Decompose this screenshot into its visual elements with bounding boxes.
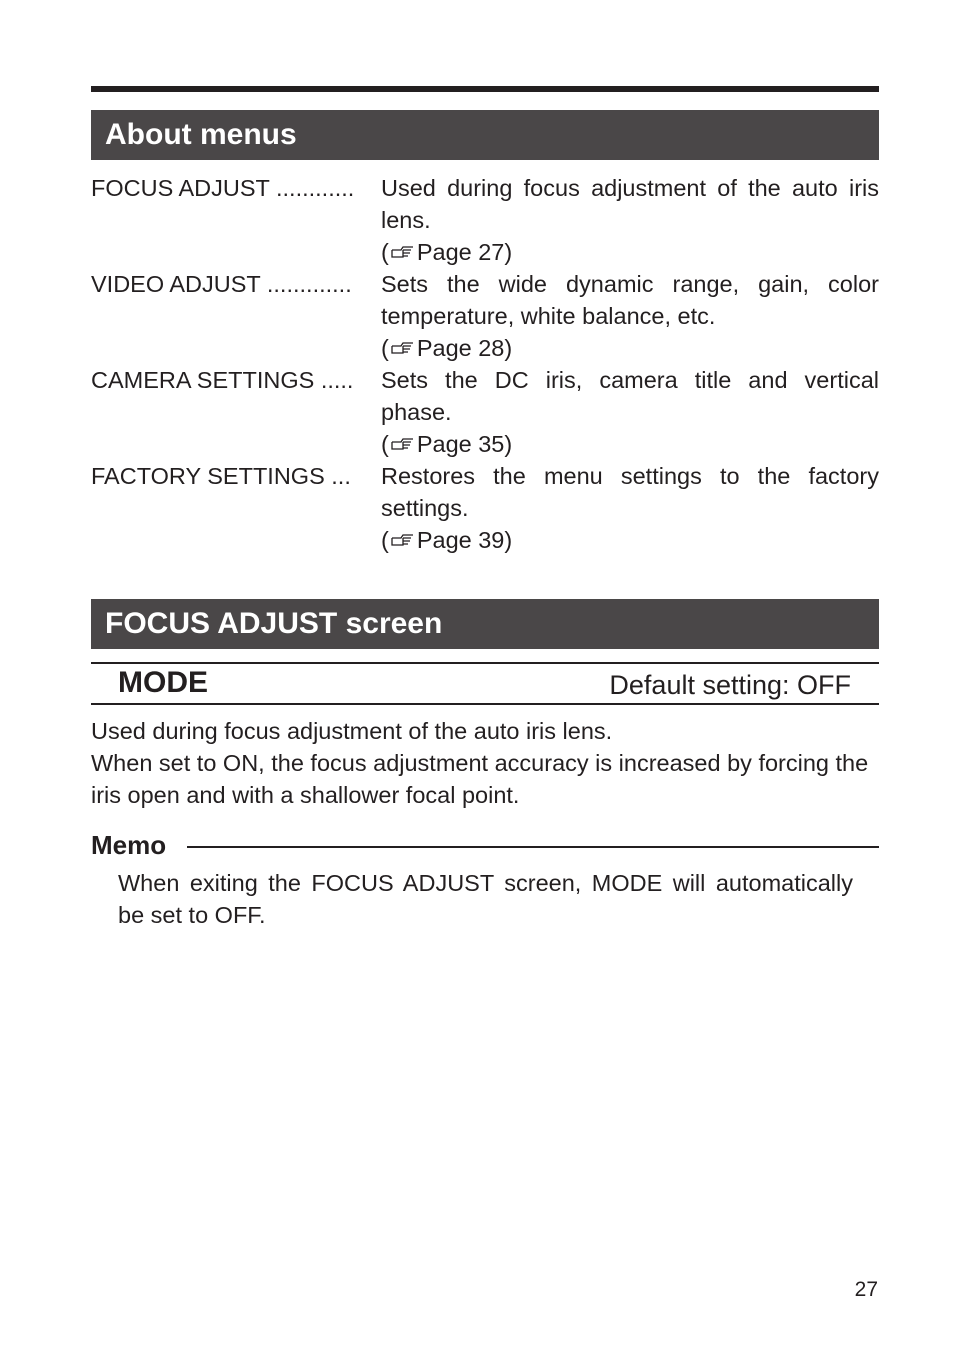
menu-item-description: Used during focus adjustment of the auto iris lens. xyxy=(381,175,879,233)
memo-title: Memo xyxy=(91,830,167,860)
page-reference: ( Page 39) xyxy=(381,527,513,553)
menu-item-description: Sets the wide dynamic range, gain, color temperature, white balance, etc. xyxy=(381,271,879,329)
page-reference: ( Page 28) xyxy=(381,335,513,361)
pointing-hand-icon xyxy=(391,532,415,548)
menu-item-name: FOCUS ADJUST ............ xyxy=(91,175,355,201)
memo-rule xyxy=(187,846,879,848)
default-setting: Default setting: OFF xyxy=(609,670,851,700)
memo-text: When exiting the FOCUS ADJUST screen, MODE will automatically be set to OFF. xyxy=(118,870,853,928)
mode-description xyxy=(91,715,881,811)
description-line: When set to ON, the focus adjustment accuracy is increased by forcing the iris open and with a shallower focal point. xyxy=(91,750,869,808)
about-menus-heading: About menus xyxy=(91,110,879,160)
page-reference: ( Page 27) xyxy=(381,239,513,265)
description-line: Used during focus adjustment of the auto iris lens. xyxy=(91,718,613,744)
menu-item-description: Restores the menu settings to the factory settings. xyxy=(381,463,879,521)
menu-item-video-adjust xyxy=(91,268,879,364)
menu-item-name: VIDEO ADJUST ............. xyxy=(91,271,352,297)
top-rule xyxy=(91,86,879,92)
menu-item-description: Sets the DC iris, camera title and vertical phase. xyxy=(381,367,879,425)
focus-adjust-heading: FOCUS ADJUST screen xyxy=(91,599,879,649)
menu-item-camera-settings xyxy=(91,364,879,460)
mode-title: MODE xyxy=(118,666,208,699)
mode-bottom-rule xyxy=(91,703,879,705)
pointing-hand-icon xyxy=(391,436,415,452)
page-number: 27 xyxy=(854,1278,878,1301)
menu-item-factory-settings xyxy=(91,460,879,556)
page-reference: ( Page 35) xyxy=(381,431,513,457)
menu-item-name: CAMERA SETTINGS ..... xyxy=(91,367,354,393)
menu-list xyxy=(91,172,879,556)
menu-item-focus-adjust xyxy=(91,172,879,268)
menu-item-name: FACTORY SETTINGS ... xyxy=(91,463,351,489)
pointing-hand-icon xyxy=(391,340,415,356)
mode-top-rule xyxy=(91,662,879,664)
pointing-hand-icon xyxy=(391,244,415,260)
